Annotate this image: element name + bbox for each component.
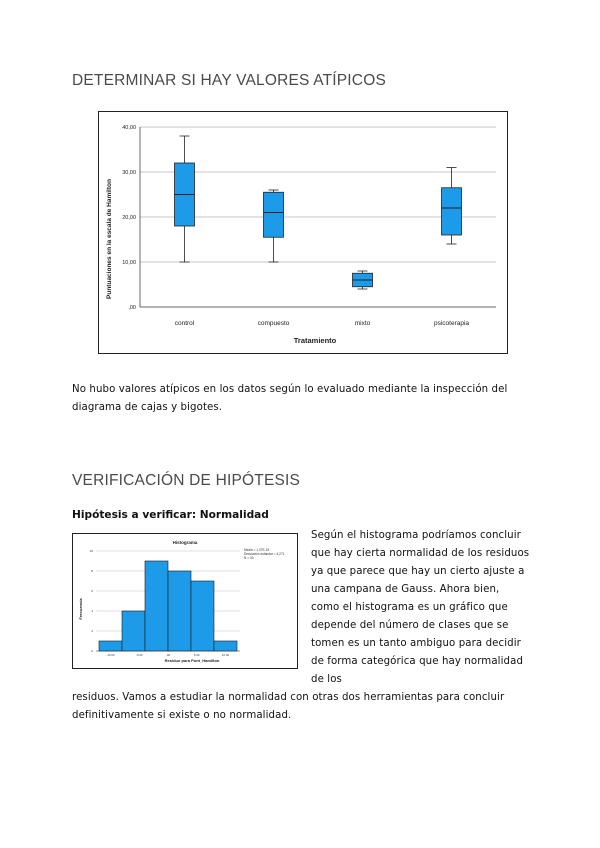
histogram-bar	[214, 641, 237, 651]
histogram-y-tick-label: 6	[91, 589, 93, 594]
histogram-y-tick-label: 4	[91, 609, 93, 614]
histogram-y-tick-label: 0	[91, 649, 93, 654]
histogram-y-axis-label: Frecuencia	[78, 598, 83, 620]
boxplot-y-axis-label: Puntuaciones en la escala de Hamilton	[106, 179, 113, 299]
hypothesis-paragraph-full: residuos. Vamos a estudiar la normalidad con otras dos herramientas para concluir definitivamente si existe o no normalidad.	[72, 692, 505, 721]
histogram-legend-line: Desviación estándar = 4,271	[244, 552, 285, 556]
hypothesis-section-title: VERIFICACIÓN DE HIPÓTESIS	[72, 472, 301, 489]
histogram-bar	[191, 581, 214, 651]
histogram-y-tick-label: 10	[89, 549, 93, 554]
boxplot-y-tick-label: ,00	[128, 305, 136, 311]
histogram-chart	[72, 533, 298, 669]
histogram-bar	[168, 571, 191, 651]
boxplot-y-tick-label: 30,00	[122, 170, 136, 176]
histogram-title: Histograma	[172, 540, 198, 545]
boxplot-x-tick-label: control	[174, 320, 195, 327]
histogram-legend-line: N = 40	[244, 556, 254, 560]
histogram-bar	[99, 641, 122, 651]
boxplot-x-tick-label: mixto	[354, 320, 371, 327]
histogram-y-tick-label: 8	[91, 569, 93, 574]
histogram-x-axis-label: Residuo para Punt_Hamilton	[164, 658, 220, 663]
boxplot-chart	[98, 111, 508, 354]
outliers-section-title: DETERMINAR SI HAY VALORES ATÍPICOS	[72, 72, 386, 89]
histogram-bar	[122, 611, 145, 651]
boxplot-y-tick-label: 40,00	[122, 125, 136, 131]
histogram-x-tick-label: -10,00	[106, 653, 115, 657]
boxplot-x-tick-label: compuesto	[257, 320, 290, 327]
boxplot-iqr-box	[264, 192, 284, 237]
boxplot-x-tick-label: psicoterapia	[433, 320, 470, 327]
boxplot-iqr-box	[442, 188, 462, 235]
boxplot-box-mixto	[353, 271, 373, 289]
histogram-bar	[145, 561, 168, 651]
histogram-legend-line: Media = 1,07E-15	[244, 548, 270, 552]
histogram-x-tick-label: ,00	[166, 653, 170, 657]
boxplot-x-axis-label: Tratamiento	[293, 336, 337, 345]
outliers-paragraph: No hubo valores atípicos en los datos según lo evaluado mediante la inspección del diagrama de cajas y bigotes.	[72, 384, 508, 413]
hypothesis-paragraph-right: Según el histograma podríamos concluir que hay cierta normalidad de los residuos ya que parece que hay un cierto ajuste a una campana de Gauss. Ahora bien, como el histograma es un gráfico que depende del número de clases que se tomen es un tanto ambiguo para decidir de forma categórica que hay normalidad de los	[311, 530, 530, 685]
hypothesis-subtitle: Hipótesis a verificar: Normalidad	[72, 509, 269, 521]
histogram-x-tick-label: 5,00	[194, 653, 200, 657]
histogram-y-tick-label: 2	[91, 629, 93, 634]
histogram-x-tick-label: 10,00	[222, 653, 229, 657]
boxplot-y-tick-label: 10,00	[122, 260, 136, 266]
histogram-x-tick-label: -5,00	[136, 653, 143, 657]
boxplot-y-tick-label: 20,00	[122, 215, 136, 221]
